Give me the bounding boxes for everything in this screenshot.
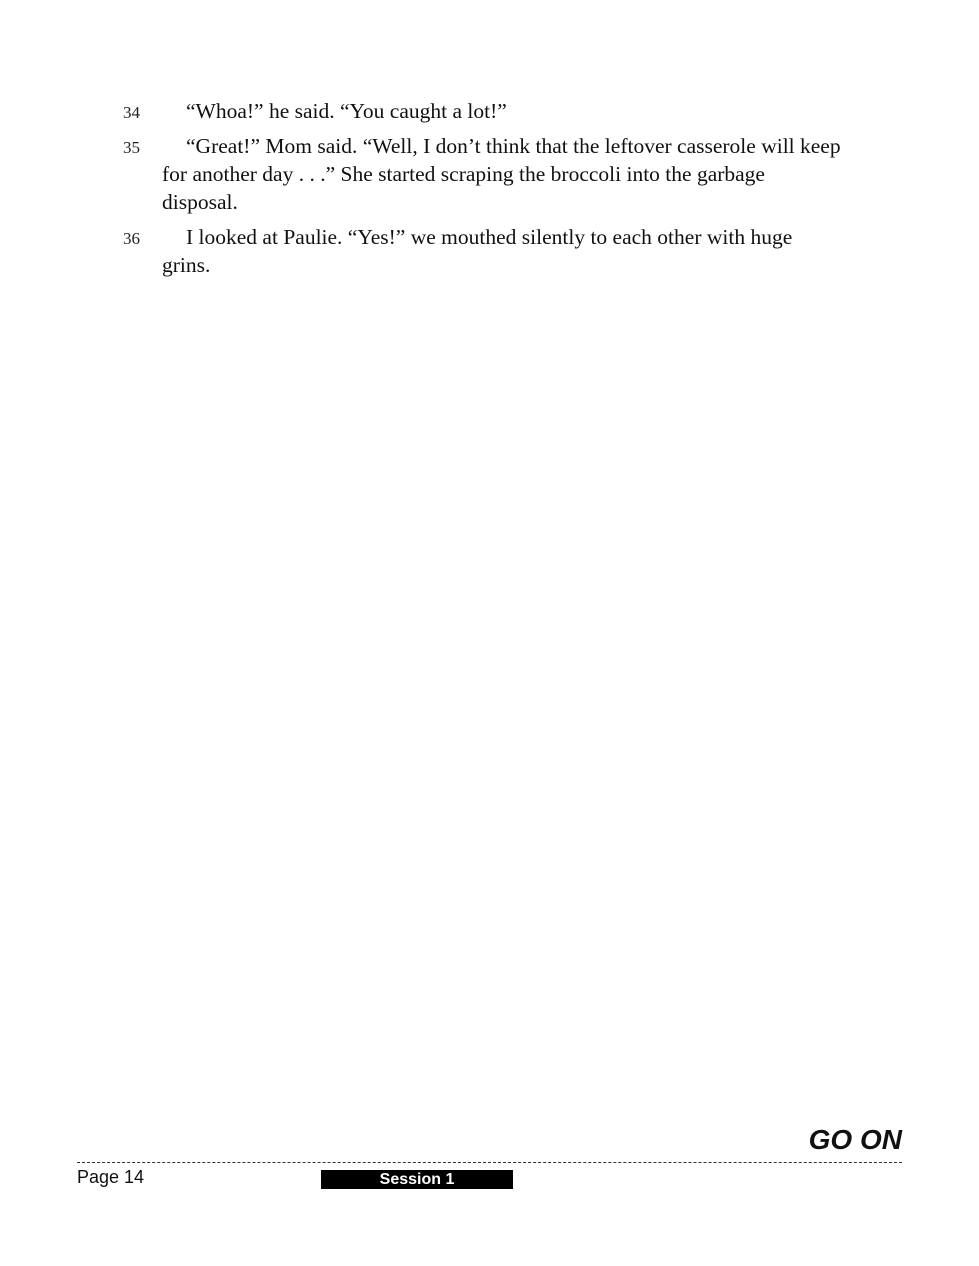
paragraph-number: 36 [123, 229, 140, 248]
paragraph-number: 34 [123, 103, 140, 122]
go-on-label: GO ON [808, 1124, 902, 1155]
session-label: Session 1 [321, 1170, 513, 1189]
paragraph-number: 35 [123, 138, 140, 157]
footer-divider [77, 1162, 902, 1163]
paragraph-text: I looked at Paulie. “Yes!” we mouthed silently to each other with huge grins. [162, 225, 793, 277]
paragraph-36 [123, 223, 843, 279]
paragraph-text: “Whoa!” he said. “You caught a lot!” [186, 99, 507, 123]
reading-passage [123, 97, 843, 286]
paragraph-text: “Great!” Mom said. “Well, I don’t think that the leftover casserole will keep for another day . . .” She started scraping the broccoli into the garbage disposal. [162, 134, 841, 214]
page-number: Page 14 [77, 1167, 145, 1187]
paragraph-34 [123, 97, 843, 125]
paragraph-35 [123, 132, 843, 216]
